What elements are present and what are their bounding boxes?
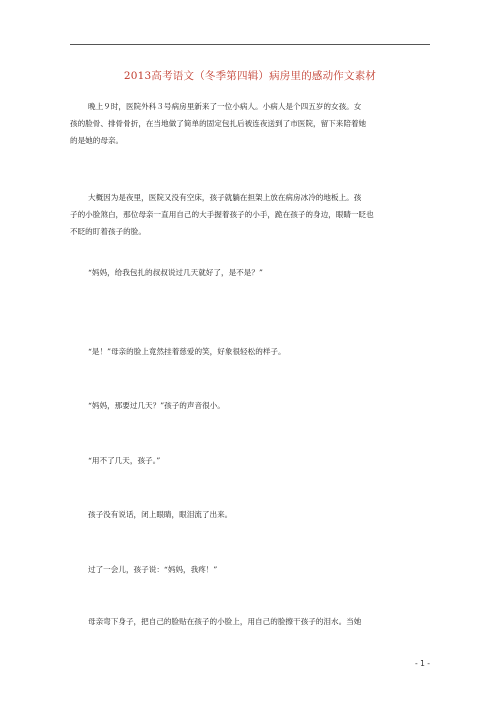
paragraph-8 xyxy=(70,561,432,578)
text-line: 过了一会儿，孩子说：“妈妈，我疼！” xyxy=(88,565,218,574)
paragraph-2 xyxy=(70,189,432,240)
paragraph-6 xyxy=(70,452,432,469)
text-line: 大概因为是夜里，医院又没有空床，孩子就躺在担架上放在病房冰冷的地板上。孩 xyxy=(88,193,362,202)
text-line: “用不了几天，孩子。” xyxy=(88,456,161,465)
text-line: 的是她的母亲。 xyxy=(70,136,124,145)
paragraph-9 xyxy=(70,613,432,630)
text-line: 母亲弯下身子，把自己的脸贴在孩子的小脸上，用自己的脸擦干孩子的泪水。当她 xyxy=(88,617,362,626)
paragraph-5 xyxy=(70,397,432,414)
paragraph-4 xyxy=(70,343,432,360)
text-line: “是！”母亲的脸上竟然挂着慈爱的笑，好象很轻松的样子。 xyxy=(88,347,286,356)
document-title: 2013高考语文（冬季第四辑）病房里的感动作文素材 xyxy=(123,70,377,82)
text-line: “妈妈，那要过几天？”孩子的声音很小。 xyxy=(88,401,225,410)
header-rule xyxy=(70,44,430,45)
text-line: 子的小脸煞白，那位母亲一直用自己的大手握着孩子的小手，跪在孩子的身边，眼睛一眨也 xyxy=(70,210,374,219)
text-line: “妈妈，给我包扎的叔叔说过几天就好了，是不是？” xyxy=(88,268,263,277)
text-line: 不眨的盯着孩子的脸。 xyxy=(70,227,146,236)
paragraph-3 xyxy=(70,264,432,281)
text-line: 孩的脸骨、排骨骨折，在当地做了简单的固定包扎后被连夜送到了市医院，留下来陪着她 xyxy=(70,119,367,128)
text-line: 晚上９时，医院外科３号病房里新来了一位小病人。小病人是个四五岁的女孩。女 xyxy=(88,102,362,111)
paragraph-1 xyxy=(70,98,432,149)
page-number: - 1 - xyxy=(415,659,430,668)
paragraph-7 xyxy=(70,506,432,523)
text-line: 孩子没有说话，闭上眼睛，眼泪流了出来。 xyxy=(88,510,233,519)
